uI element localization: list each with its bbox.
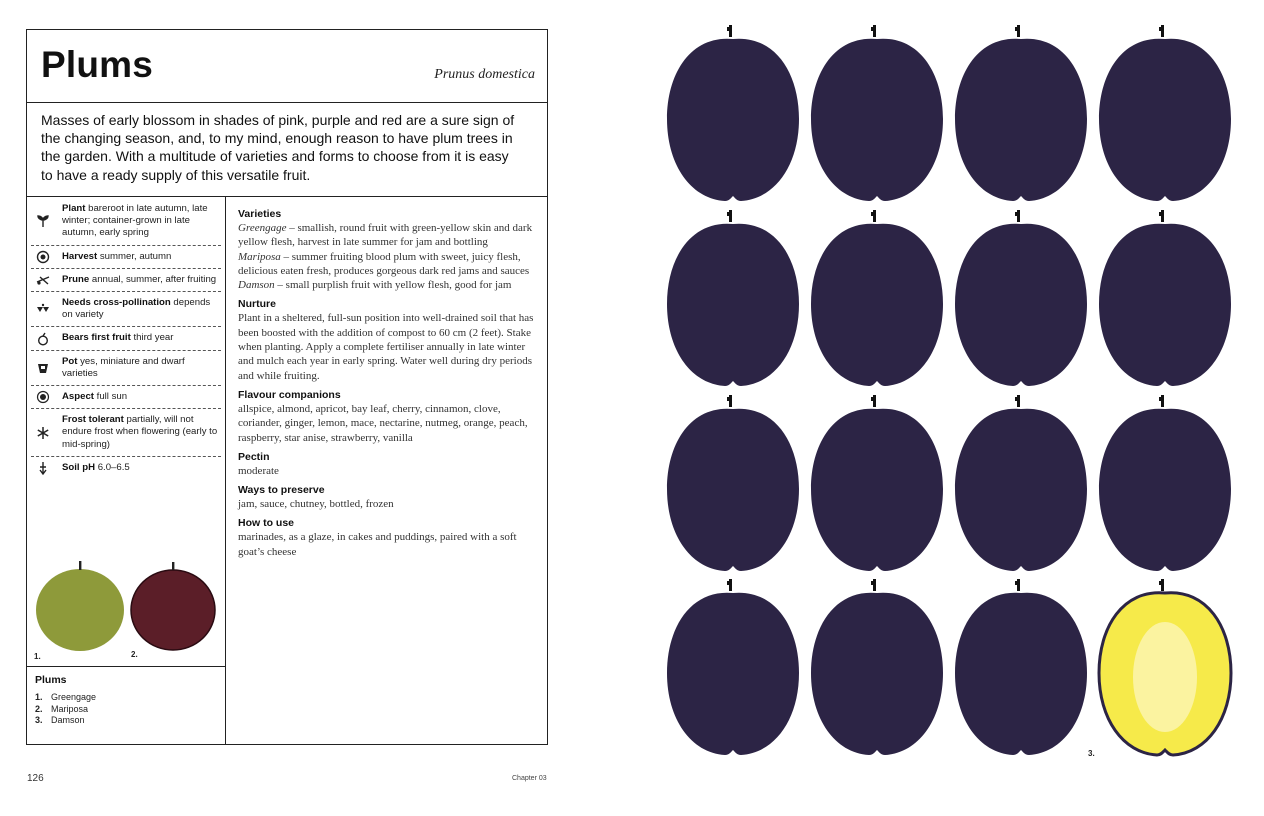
section-heading: Flavour companions	[238, 388, 341, 401]
fruit-number: 1.	[34, 652, 41, 661]
page-number: 126	[27, 773, 44, 784]
preserve-text: jam, sauce, chutney, bottled, frozen	[238, 498, 394, 511]
varieties-text: Greengage – smallish, round fruit with green-yellow skin and dark yellow flesh, harvest in late summer for jam and bottling Mariposa – summer fruiting blood plum with sweet, juicy flesh, delicious eaten fresh, produces gorgeous dark red jams and sauces Damson – small purplish fruit with yellow flesh, good for jam	[238, 222, 533, 292]
harvest-icon	[36, 250, 50, 264]
section-heading: Pectin	[238, 450, 270, 463]
fact-pollination: Needs cross-pollination depends on variety	[31, 292, 221, 327]
damson-plum-illustration	[807, 393, 947, 575]
plant-info-card	[26, 29, 548, 745]
greengage-illustration	[36, 561, 124, 651]
fact-harvest: Harvest summer, autumn	[31, 246, 221, 269]
nurture-text: Plant in a sheltered, full-sun position into well-drained soil that has been boosted with the addition of compost to 60 cm (2 feet). Stake when planting. Apply a complete fertiliser annually in late winter and mulch each year in early spring. Water well during dry periods and while fruiting.	[238, 312, 534, 382]
growing-facts-list	[27, 198, 225, 479]
info-column	[238, 208, 538, 559]
section-heading: Nurture	[238, 298, 276, 311]
pot-icon	[36, 361, 50, 375]
fruit-illustration-group	[27, 558, 225, 668]
pectin-text: moderate	[238, 464, 279, 477]
legend-item: 2. Mariposa	[35, 703, 89, 714]
fact-soil-ph: Soil pH 6.0–6.5	[31, 457, 221, 479]
soil-icon	[36, 461, 50, 475]
latin-name: Prunus domestica	[434, 67, 535, 82]
fruit-illustrations	[27, 558, 225, 668]
section-heading: Ways to preserve	[238, 484, 325, 497]
damson-plum-illustration	[1095, 208, 1235, 390]
legend-item: 3. Damson	[35, 715, 85, 726]
divider	[27, 666, 225, 667]
fact-aspect: Aspect full sun	[31, 386, 221, 409]
section-heading: How to use	[238, 517, 295, 530]
fruit-number: 2.	[131, 650, 138, 659]
damson-plum-illustration	[807, 208, 947, 390]
sun-icon	[36, 390, 50, 404]
damson-plum-illustration	[951, 577, 1091, 759]
legend-title: Plums	[35, 674, 67, 686]
prune-icon	[36, 273, 50, 287]
damson-plum-illustration	[1095, 23, 1235, 205]
damson-plum-illustration	[1095, 393, 1235, 575]
damson-plum-illustration	[663, 208, 803, 390]
fruit-icon	[36, 332, 50, 346]
fact-first-fruit: Bears first fruit third year	[31, 327, 221, 350]
column-divider	[225, 197, 226, 744]
damson-plum-illustration	[951, 23, 1091, 205]
damson-plum-illustration	[663, 393, 803, 575]
page-title: Plums	[41, 44, 154, 85]
damson-plum-illustration	[951, 393, 1091, 575]
fact-pot: Pot yes, miniature and dwarf varieties	[31, 351, 221, 386]
damson-cut-illustration	[1095, 577, 1235, 759]
fruit-legend	[35, 674, 220, 727]
damson-plum-illustration	[663, 23, 803, 205]
divider	[27, 102, 547, 103]
section-heading: Varieties	[238, 208, 282, 220]
damson-plum-illustration	[663, 577, 803, 759]
chapter-label: Chapter 03	[512, 775, 547, 782]
damson-plum-illustration	[807, 577, 947, 759]
frost-icon	[36, 426, 50, 440]
divider	[27, 196, 547, 197]
damson-plum-illustration	[807, 23, 947, 205]
flavour-text: allspice, almond, apricot, bay leaf, cherry, cinnamon, clove, coriander, ginger, lemon, mace, nectarine, nutmeg, orange, peach, raspberry, star anise, strawberry, vanilla	[238, 402, 528, 444]
plum-illustration-grid	[650, 15, 1250, 775]
use-text: marinades, as a glaze, in cakes and puddings, paired with a soft goat’s cheese	[238, 531, 517, 558]
fact-plant: Plant bareroot in late autumn, late winter; container-grown in late autumn, early spring	[31, 198, 221, 246]
pollination-icon	[36, 302, 50, 316]
plant-icon	[36, 214, 50, 228]
legend-item: 1. Greengage	[35, 692, 97, 702]
intro-paragraph: Masses of early blossom in shades of pink, purple and red are a sure sign of the changing season, and, to my mind, enough reason to have plum trees in the garden. With a multitude of varieties and forms to choose from it is easy to have a ready supply of this versatile fruit.	[41, 112, 515, 183]
mariposa-illustration	[131, 562, 215, 650]
fruit-number: 3.	[1088, 749, 1095, 758]
fact-prune: Prune annual, summer, after fruiting	[31, 269, 221, 292]
fact-frost: Frost tolerant partially, will not endure frost when flowering (early to mid-spring)	[31, 409, 221, 457]
damson-plum-illustration	[951, 208, 1091, 390]
